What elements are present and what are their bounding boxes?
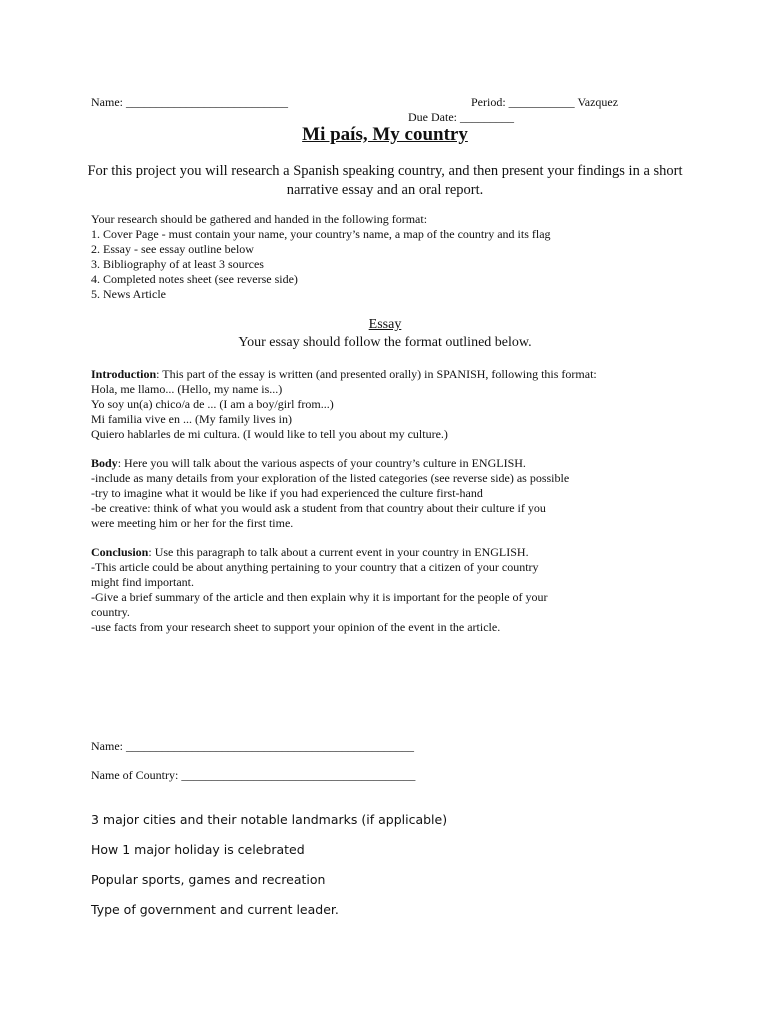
format-item: 3. Bibliography of at least 3 sources	[91, 257, 264, 271]
introduction-label: Introduction	[91, 367, 157, 381]
body-section	[91, 456, 569, 531]
prompt-government: Type of government and current leader.	[91, 902, 339, 917]
format-section	[91, 212, 551, 302]
conclusion-line: country.	[91, 605, 130, 619]
intro-paragraph: For this project you will research a Spanish speaking country, and then present your findings in a short narrative essay and an oral report.	[87, 163, 683, 198]
essay-subheading: Your essay should follow the format outlined below.	[238, 335, 532, 350]
body-label: Body	[91, 456, 118, 470]
body-line: -be creative: think of what you would ask a student from that country about their culture if you	[91, 501, 546, 515]
name-field: Name: ___________________________	[91, 95, 288, 109]
period-field: Period: ___________ Vazquez	[471, 95, 619, 109]
format-lead: Your research should be gathered and handed in the following format:	[91, 212, 428, 226]
prompt-holiday: How 1 major holiday is celebrated	[91, 842, 305, 857]
country-name-field: Name of Country: _______________________________________	[91, 768, 416, 782]
essay-heading: Essay	[368, 317, 402, 332]
introduction-line: Quiero hablarles de mi cultura. (I would like to tell you about my culture.)	[91, 427, 448, 441]
conclusion-line: -Give a brief summary of the article and then explain why it is important for the people of your	[91, 590, 548, 604]
introduction-first-line: : This part of the essay is written (and presented orally) in SPANISH, following this format:	[156, 367, 597, 381]
second-name-field: Name: ________________________________________________	[91, 739, 414, 753]
conclusion-line: might find important.	[91, 575, 194, 589]
page-title: Mi país, My country	[302, 124, 468, 145]
conclusion-section	[91, 545, 548, 635]
prompt-cities: 3 major cities and their notable landmarks (if applicable)	[91, 812, 448, 827]
conclusion-label: Conclusion	[91, 545, 149, 559]
body-line: -include as many details from your exploration of the listed categories (see reverse side) as possible	[91, 471, 570, 485]
prompt-sports: Popular sports, games and recreation	[91, 872, 326, 887]
introduction-line: Hola, me llamo... (Hello, my name is...)	[91, 382, 283, 396]
introduction-section	[91, 367, 597, 442]
format-item: 1. Cover Page - must contain your name, your country’s name, a map of the country and its flag	[91, 227, 551, 241]
body-line: were meeting him or her for the first time.	[91, 516, 294, 530]
due-date-field: Due Date: _________	[408, 110, 514, 124]
conclusion-first-line: : Use this paragraph to talk about a current event in your country in ENGLISH.	[148, 545, 529, 559]
format-item: 5. News Article	[91, 287, 166, 301]
body-line: -try to imagine what it would be like if you had experienced the culture first-hand	[91, 486, 483, 500]
format-item: 2. Essay - see essay outline below	[91, 242, 254, 256]
introduction-line: Yo soy un(a) chico/a de ... (I am a boy/girl from...)	[91, 397, 334, 411]
conclusion-line: -use facts from your research sheet to support your opinion of the event in the article.	[91, 620, 501, 634]
body-first-line: : Here you will talk about the various aspects of your country’s culture in ENGLISH.	[117, 456, 526, 470]
introduction-line: Mi familia vive en ... (My family lives in)	[91, 412, 292, 426]
format-item: 4. Completed notes sheet (see reverse side)	[91, 272, 298, 286]
conclusion-line: -This article could be about anything pertaining to your country that a citizen of your country	[91, 560, 539, 574]
